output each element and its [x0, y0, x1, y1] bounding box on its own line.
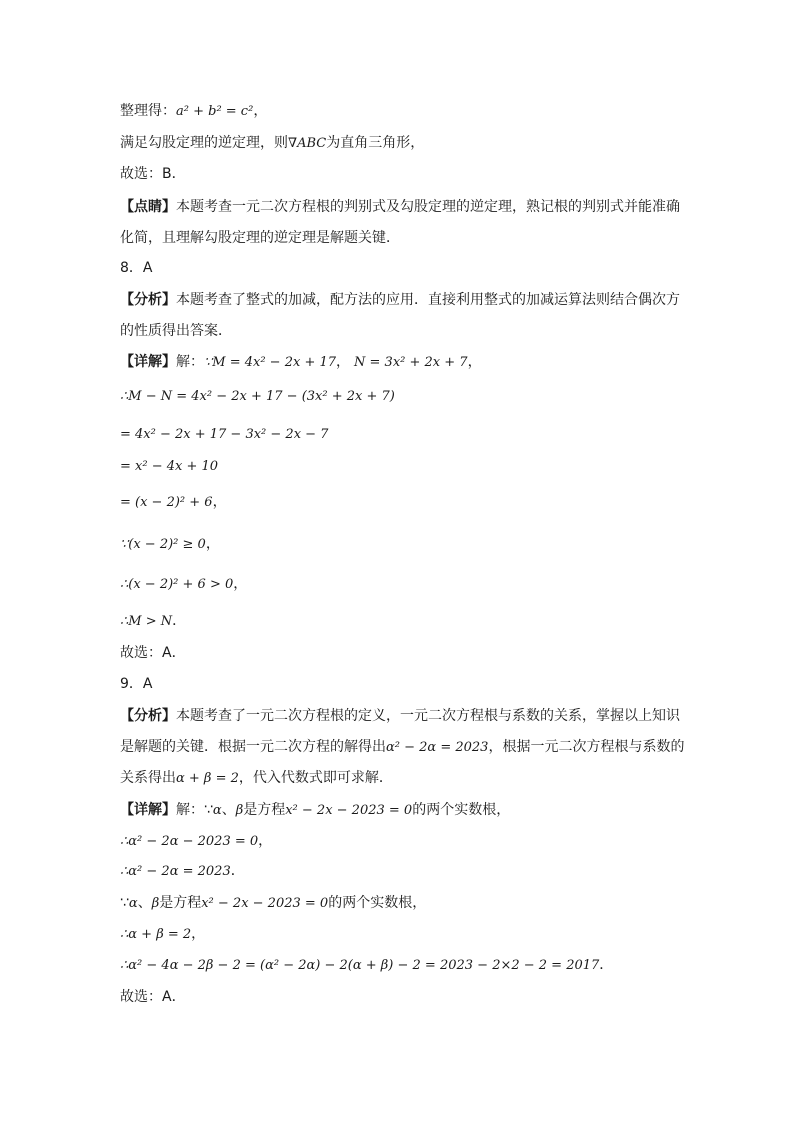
text-segment: 的两个实数根，	[328, 895, 427, 911]
text-segment: 解：	[176, 354, 204, 370]
text-segment: 为直角三角形，	[326, 135, 425, 151]
equation: x² − 2x − 2023 = 0	[201, 896, 329, 911]
equation: ∴α + β = 2	[120, 927, 192, 942]
punctuation: ，	[205, 536, 220, 552]
answer-line	[120, 643, 186, 663]
analysis-line	[120, 290, 680, 310]
detail-line	[120, 893, 426, 914]
punctuation: ．	[172, 613, 187, 629]
analysis-line	[120, 706, 680, 726]
punctuation: ，	[336, 354, 351, 370]
equation-line	[120, 456, 218, 477]
solution-line	[120, 101, 267, 122]
answer-line	[120, 987, 186, 1007]
equation: = 4x² − 2x + 17 − 3x² − 2x − 7	[120, 427, 329, 442]
equation-line	[120, 955, 613, 976]
paragraph-text: 的性质得出答案．	[120, 323, 232, 339]
equation-line	[120, 861, 245, 882]
text-segment: 是方程	[243, 802, 286, 818]
punctuation: 、	[137, 895, 152, 911]
punctuation: ，	[191, 926, 206, 942]
punctuation: ，	[253, 103, 268, 119]
equation-line	[120, 574, 247, 595]
detail-line	[120, 800, 510, 821]
equation: ∴(x − 2)² + 6 > 0	[120, 577, 234, 592]
paragraph-text: 本题考查了整式的加减，配方法的应用．直接利用整式的加减运算法则结合偶次方	[176, 292, 680, 308]
equation: β	[235, 803, 244, 818]
section-tag: 【详解】	[120, 802, 176, 818]
section-tag: 【分析】	[120, 708, 176, 724]
equation: N = 3x² + 2x + 7	[354, 355, 468, 370]
question-answer: 9．A	[120, 676, 153, 692]
question-number	[120, 258, 152, 278]
equation-line	[120, 424, 328, 445]
text-segment: ∵	[120, 895, 129, 911]
equation-line	[120, 386, 395, 407]
text-segment: 关系得出	[120, 770, 176, 786]
text-segment: ，代入代数式即可求解．	[238, 770, 393, 786]
question-number	[120, 674, 152, 694]
equation: ∴M − N = 4x² − 2x + 17 − (3x² + 2x + 7)	[120, 389, 395, 404]
equation: α	[212, 803, 222, 818]
equation: α² − 2α = 2023	[386, 740, 489, 755]
equation: α + β = 2	[176, 771, 239, 786]
equation: α	[128, 896, 138, 911]
equation-line	[120, 831, 272, 852]
text-segment: 满足勾股定理的逆定理，则	[120, 135, 288, 151]
equation: ∴α² − 2α = 2023	[120, 864, 231, 879]
paragraph-line	[120, 737, 684, 758]
line-label: 整理得：	[120, 103, 176, 119]
equation: a² + b² = c²	[176, 104, 254, 119]
punctuation: 、	[221, 802, 236, 818]
section-tag: 【分析】	[120, 292, 176, 308]
answer-text: 故选：B．	[120, 166, 186, 182]
punctuation: ，	[212, 494, 227, 510]
punctuation: ．	[230, 863, 245, 879]
answer-text: 故选：A．	[120, 645, 186, 661]
answer-line	[120, 164, 186, 184]
equation: ∵M = 4x² − 2x + 17	[204, 355, 337, 370]
section-tag: 【详解】	[120, 354, 176, 370]
equation: x² − 2x − 2023 = 0	[285, 803, 413, 818]
paragraph-line	[120, 228, 400, 248]
equation: ∴α² − 2α − 2023 = 0	[120, 834, 259, 849]
equation: β	[151, 896, 160, 911]
paragraph-text: 本题考查一元二次方程根的判别式及勾股定理的逆定理，熟记根的判别式并能准确	[176, 199, 680, 215]
equation-line	[120, 611, 186, 632]
text-segment: 解：∵	[176, 802, 213, 818]
equation: = x² − 4x + 10	[120, 459, 219, 474]
text-segment: 是方程	[159, 895, 202, 911]
punctuation: ，	[233, 576, 248, 592]
equation-line	[120, 534, 220, 555]
triangle-symbol: ∇ABC	[288, 136, 327, 151]
text-segment: ，根据一元二次方程根与系数的	[488, 739, 685, 755]
punctuation: ．	[599, 957, 614, 973]
answer-text: 故选：A．	[120, 989, 186, 1005]
equation: ∵(x − 2)² ≥ 0	[120, 537, 206, 552]
question-answer: 8．A	[120, 260, 153, 276]
comment-line	[120, 197, 680, 217]
equation: ∴M > N	[120, 614, 173, 629]
paragraph-line	[120, 321, 232, 341]
equation: ∴α² − 4α − 2β − 2 = (α² − 2α) − 2(α + β) − 2 = 2023 − 2×2 − 2 = 2017	[120, 958, 600, 973]
punctuation: ，	[258, 833, 273, 849]
solution-line	[120, 133, 424, 154]
section-tag: 【点睛】	[120, 199, 176, 215]
punctuation: ，	[467, 354, 482, 370]
equation-line	[120, 492, 227, 513]
paragraph-line	[120, 768, 393, 789]
text-segment: 是解题的关键．根据一元二次方程的解得出	[120, 739, 386, 755]
equation: = (x − 2)² + 6	[120, 495, 213, 510]
text-segment: 的两个实数根，	[412, 802, 511, 818]
equation-line	[120, 924, 205, 945]
paragraph-text: 本题考查了一元二次方程根的定义，一元二次方程根与系数的关系，掌握以上知识	[176, 708, 680, 724]
detail-line	[120, 352, 482, 373]
paragraph-text: 化简，且理解勾股定理的逆定理是解题关键．	[120, 230, 400, 246]
